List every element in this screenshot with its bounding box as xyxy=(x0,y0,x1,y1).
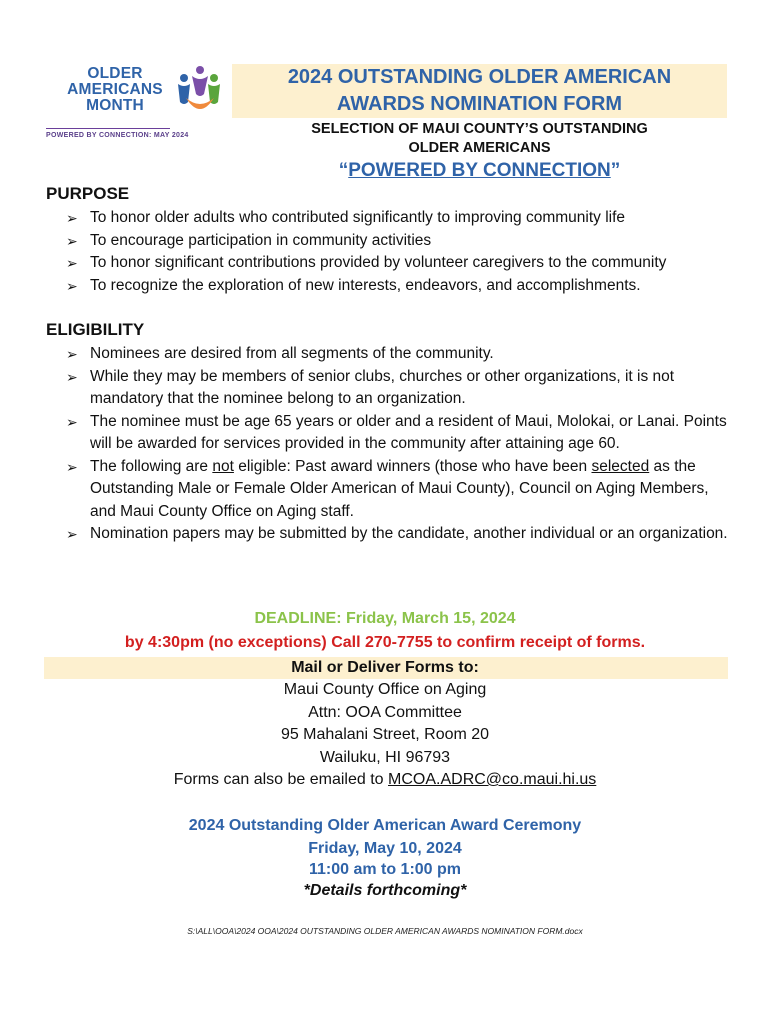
purpose-item-text: To honor older adults who contributed significantly to improving community life xyxy=(90,209,626,226)
ceremony-time: 11:00 am to 1:00 pm xyxy=(308,861,462,878)
eligibility-item-text: Nominees are desired from all segments of the community. xyxy=(90,345,494,362)
mail-heading: Mail or Deliver Forms to: xyxy=(291,659,479,676)
ceremony-title: 2024 Outstanding Older American Award Ceremony xyxy=(188,817,582,834)
logo-divider xyxy=(46,128,170,129)
list-item xyxy=(66,252,731,275)
purpose-item-text: To recognize the exploration of new interests, endeavors, and accomplishments. xyxy=(90,276,641,294)
list-item xyxy=(66,230,731,253)
eligibility-list xyxy=(66,343,731,546)
older-americans-month-logo xyxy=(44,64,230,140)
logo-wordmark xyxy=(50,66,180,114)
email-line xyxy=(0,771,770,789)
eligibility-item-text: as the Outstanding Male or Female Older American of Maui County), Council on Aging Members, and Maui County Office on Aging staff. xyxy=(90,457,709,520)
title-line-2: AWARDS NOMINATION FORM xyxy=(336,93,623,115)
eligibility-heading: ELIGIBILITY xyxy=(46,320,145,339)
eligibility-item-text: While they may be members of senior clubs, churches or other organizations, it is not mandatory that the nominee belong to an organization. xyxy=(90,367,675,407)
arrow-bullet-icon: ➢ xyxy=(66,255,78,271)
logo-tagline: POWERED BY CONNECTION: MAY 2024 xyxy=(46,132,189,139)
subtitle-line-1: SELECTION OF MAUI COUNTY’S OUTSTANDING xyxy=(311,121,648,137)
list-item xyxy=(66,411,731,456)
purpose-heading: PURPOSE xyxy=(46,184,130,203)
logo-line-americans: AMERICANS xyxy=(67,81,163,98)
email-link[interactable]: MCOA.ADRC@co.maui.hi.us xyxy=(388,771,597,788)
theme-open-quote: “ xyxy=(338,160,349,181)
list-item xyxy=(66,275,731,298)
eligibility-item-text: Nomination papers may be submitted by the candidate, another individual or an organization. xyxy=(90,525,728,542)
list-item xyxy=(66,456,731,524)
address-street: 95 Mahalani Street, Room 20 xyxy=(280,726,490,743)
ceremony-details: *Details forthcoming* xyxy=(303,882,467,899)
file-path-footer: S:\ALL\OOA\2024 OOA\2024 OUTSTANDING OLDER AMERICAN AWARDS NOMINATION FORM.docx xyxy=(187,926,583,936)
emphasis-not: not xyxy=(212,457,234,475)
purpose-item-text: To honor significant contributions provided by volunteer caregivers to the community xyxy=(90,254,667,271)
arrow-bullet-icon: ➢ xyxy=(66,346,78,362)
form-subtitle xyxy=(232,120,727,158)
eligibility-item-text: The following are xyxy=(90,457,213,475)
arrow-bullet-icon: ➢ xyxy=(66,413,78,430)
logo-line-month: MONTH xyxy=(86,97,144,114)
arrow-bullet-icon: ➢ xyxy=(66,210,78,226)
theme-heading xyxy=(232,160,727,182)
arrow-bullet-icon: ➢ xyxy=(66,277,78,294)
ceremony-date: Friday, May 10, 2024 xyxy=(308,840,462,857)
purpose-item-text: To encourage participation in community activities xyxy=(90,231,432,249)
arrow-bullet-icon: ➢ xyxy=(66,526,78,542)
subtitle-line-2: OLDER AMERICANS xyxy=(408,140,551,156)
people-heart-icon xyxy=(174,64,224,120)
arrow-bullet-icon: ➢ xyxy=(66,458,78,475)
eligibility-item-text: eligible: Past award winners (those who have been xyxy=(233,457,592,475)
logo-line-older: OLDER xyxy=(87,65,143,82)
arrow-bullet-icon: ➢ xyxy=(66,368,78,385)
list-item xyxy=(66,523,731,546)
address-org: Maui County Office on Aging xyxy=(283,681,487,698)
address-attn: Attn: OOA Committee xyxy=(308,704,462,721)
list-item xyxy=(66,207,731,230)
arrow-bullet-icon: ➢ xyxy=(66,232,78,249)
title-line-1: 2024 OUTSTANDING OLDER AMERICAN xyxy=(287,66,672,88)
list-item xyxy=(66,366,731,411)
deadline-line: DEADLINE: Friday, March 15, 2024 xyxy=(254,610,516,627)
form-title xyxy=(232,64,727,118)
emphasis-selected: selected xyxy=(591,457,650,475)
email-prefix: Forms can also be emailed to xyxy=(173,771,389,788)
theme-close-quote: ” xyxy=(610,160,621,181)
deadline-note: by 4:30pm (no exceptions) Call 270-7755 to confirm receipt of forms. xyxy=(124,634,646,651)
theme-text: POWERED BY CONNECTION xyxy=(348,160,611,181)
purpose-list xyxy=(66,207,731,297)
address-city: Wailuku, HI 96793 xyxy=(319,749,451,766)
eligibility-item-text: The nominee must be age 65 years or older and a resident of Maui, Molokai, or Lanai. Points will be awarded for services provided in the community after attaining age 60. xyxy=(90,412,727,452)
list-item xyxy=(66,343,731,366)
